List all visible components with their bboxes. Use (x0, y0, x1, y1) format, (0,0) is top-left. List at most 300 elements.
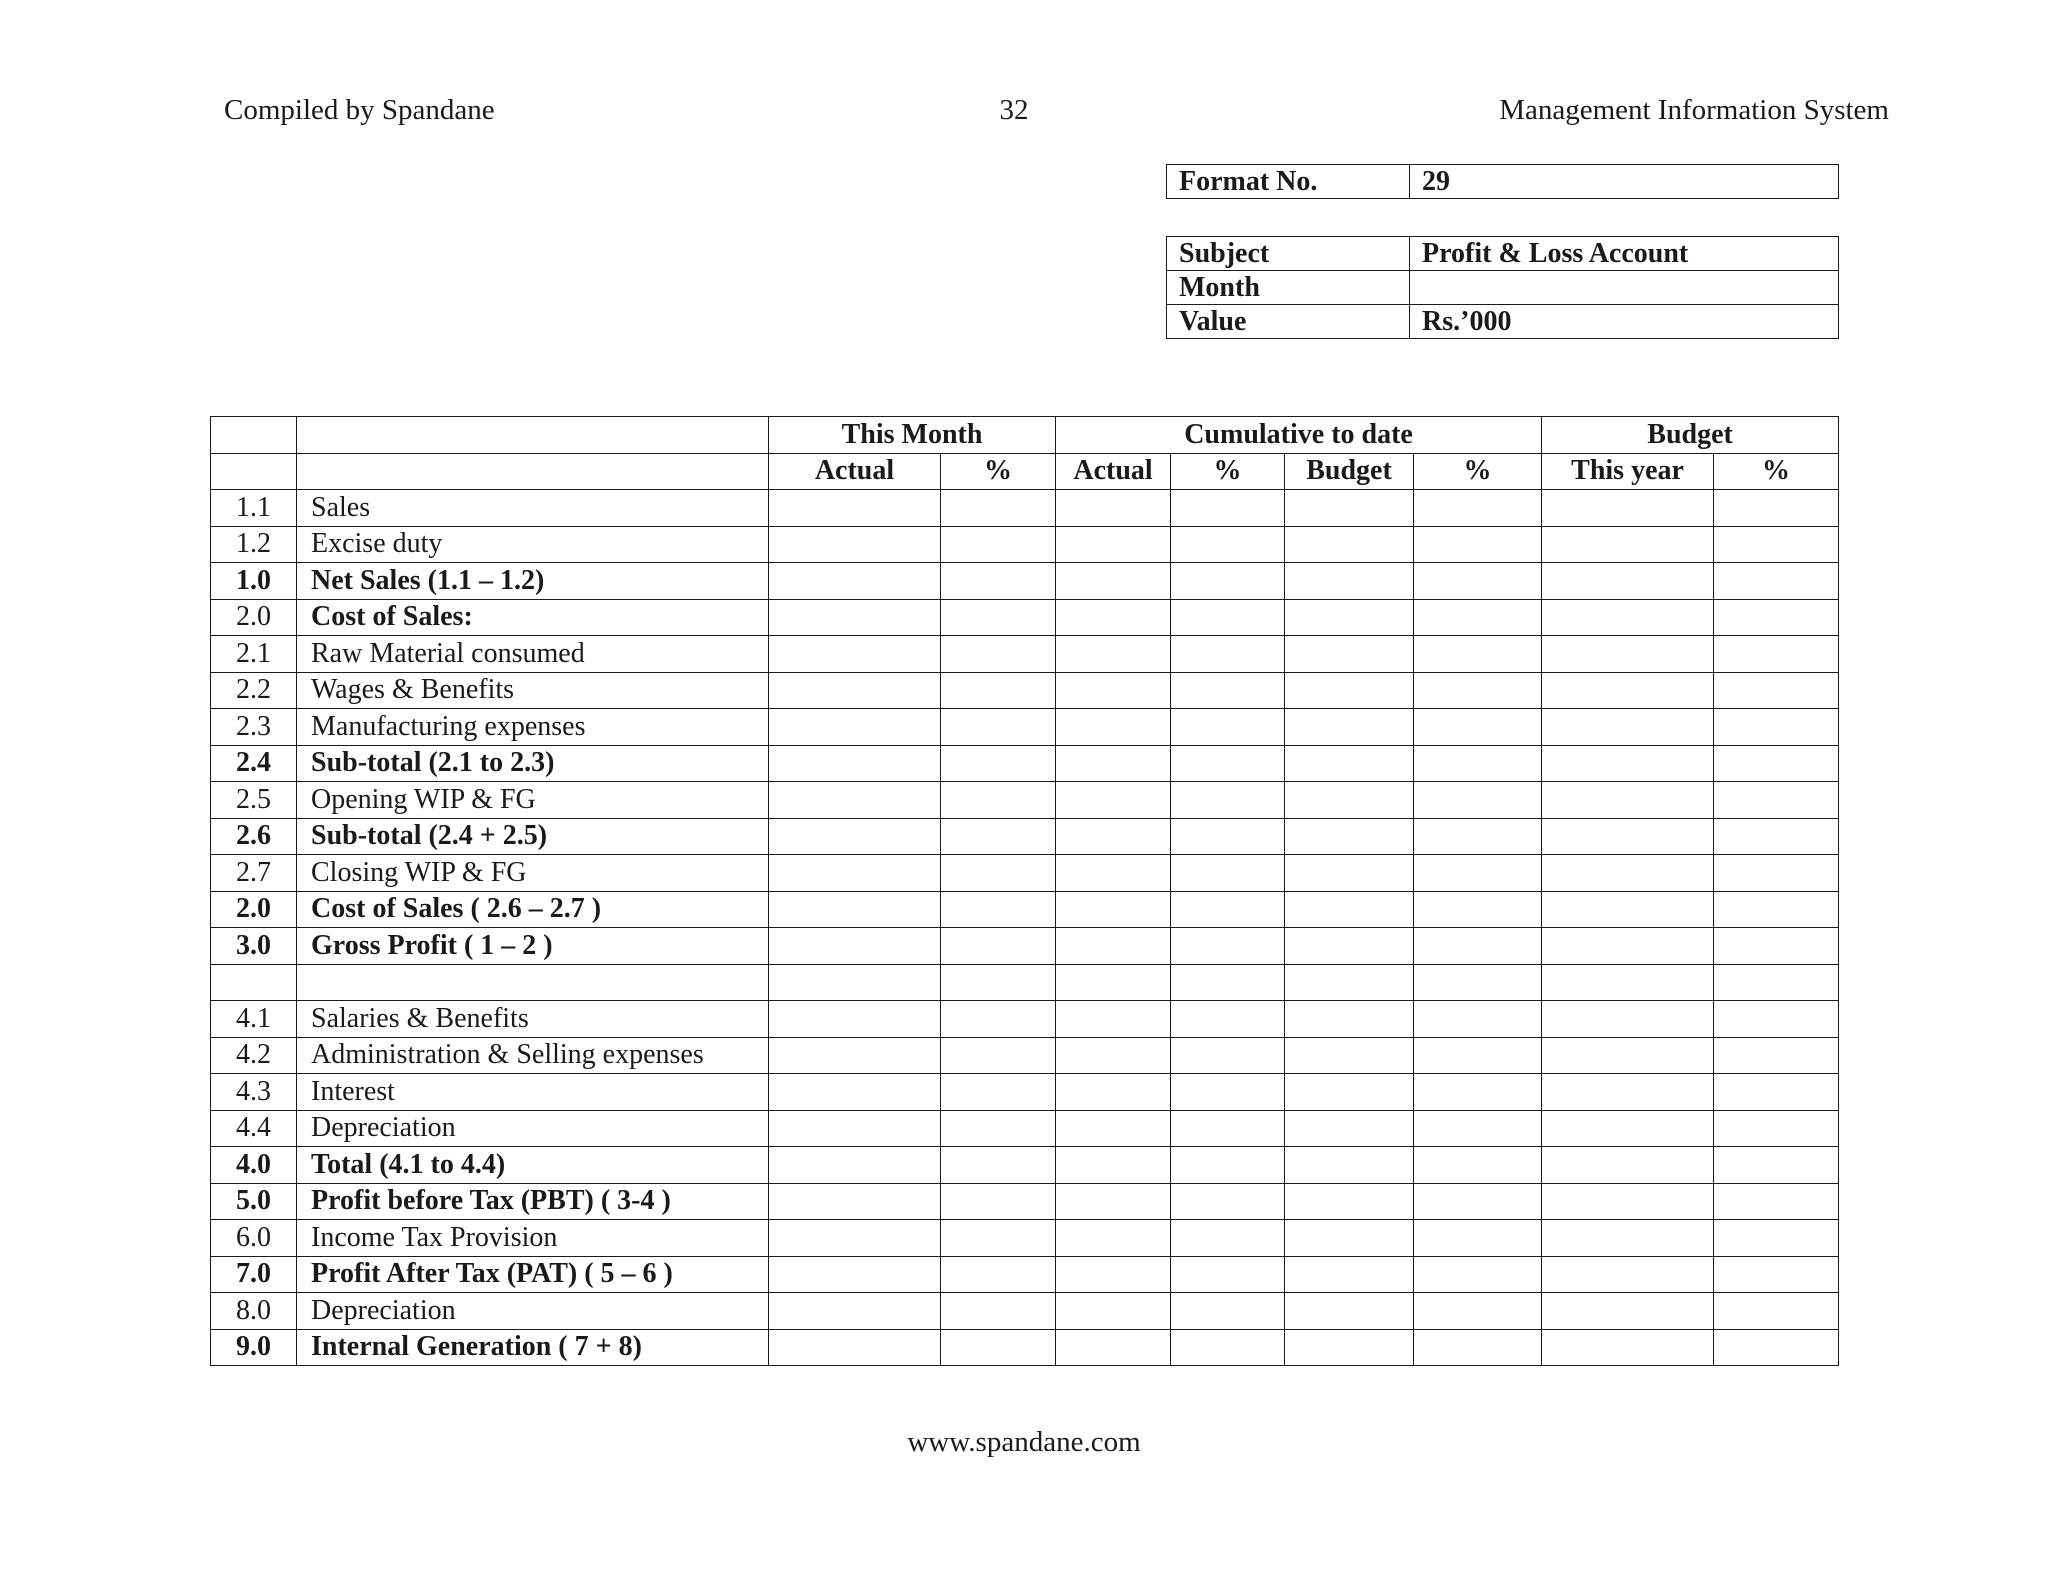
table-row (211, 964, 1839, 1001)
cell-this-month-actual (769, 1293, 941, 1330)
cell-budget-percent (1714, 1037, 1839, 1074)
cell-cumulative-actual-percent (1171, 1074, 1285, 1111)
cell-cumulative-actual-percent (1171, 636, 1285, 673)
cell-cumulative-budget (1285, 526, 1414, 563)
header-this-month: This Month (769, 417, 1056, 454)
meta-row-subject (1167, 237, 1839, 271)
row-label: Net Sales (1.1 – 1.2) (297, 563, 769, 600)
group-header-row (211, 417, 1839, 454)
cell-budget-percent (1714, 1256, 1839, 1293)
cell-cumulative-budget (1285, 928, 1414, 965)
cell-budget-percent (1714, 1147, 1839, 1184)
cell-budget-this-year (1542, 964, 1714, 1001)
row-number: 8.0 (211, 1293, 297, 1330)
cell-budget-this-year (1542, 1147, 1714, 1184)
cell-cumulative-actual-percent (1171, 891, 1285, 928)
table-row (211, 490, 1839, 527)
row-label: Total (4.1 to 4.4) (297, 1147, 769, 1184)
cell-cumulative-budget-percent (1414, 855, 1542, 892)
cell-budget-this-year (1542, 490, 1714, 527)
cell-this-month-percent (941, 964, 1056, 1001)
cell-cumulative-budget (1285, 855, 1414, 892)
cell-cumulative-actual-percent (1171, 709, 1285, 746)
cell-cumulative-budget (1285, 672, 1414, 709)
cell-cumulative-actual-percent (1171, 526, 1285, 563)
cell-budget-percent (1714, 855, 1839, 892)
cell-cumulative-actual-percent (1171, 1110, 1285, 1147)
cell-this-month-actual (769, 1256, 941, 1293)
table-row (211, 745, 1839, 782)
cell-cumulative-budget (1285, 636, 1414, 673)
cell-this-month-actual (769, 928, 941, 965)
cell-cumulative-budget-percent (1414, 1293, 1542, 1330)
cell-cumulative-budget-percent (1414, 599, 1542, 636)
cell-cumulative-budget-percent (1414, 490, 1542, 527)
meta-label-month: Month (1167, 271, 1410, 305)
cell-cumulative-actual-percent (1171, 1001, 1285, 1038)
table-row (211, 1147, 1839, 1184)
table-row (211, 1074, 1839, 1111)
row-number: 2.1 (211, 636, 297, 673)
cell-this-month-actual (769, 964, 941, 1001)
table-row (211, 599, 1839, 636)
table-row (211, 709, 1839, 746)
cell-this-month-actual (769, 599, 941, 636)
cell-this-month-percent (941, 599, 1056, 636)
cell-budget-this-year (1542, 672, 1714, 709)
cell-cumulative-actual-percent (1171, 745, 1285, 782)
cell-cumulative-actual-percent (1171, 1293, 1285, 1330)
page-number: 32 (999, 94, 1029, 126)
cell-this-month-percent (941, 891, 1056, 928)
cell-cumulative-actual-percent (1171, 1329, 1285, 1366)
header-cumulative-to-date: Cumulative to date (1056, 417, 1542, 454)
cell-cumulative-actual-percent (1171, 1183, 1285, 1220)
cell-this-month-actual (769, 1074, 941, 1111)
cell-cumulative-actual (1056, 928, 1171, 965)
cell-cumulative-actual (1056, 1220, 1171, 1257)
cell-cumulative-actual-percent (1171, 1256, 1285, 1293)
row-number: 4.4 (211, 1110, 297, 1147)
profit-loss-table (210, 416, 1839, 1366)
row-label: Sales (297, 490, 769, 527)
row-label: Gross Profit ( 1 – 2 ) (297, 928, 769, 965)
cell-budget-this-year (1542, 599, 1714, 636)
cell-this-month-actual (769, 745, 941, 782)
row-number: 2.0 (211, 891, 297, 928)
row-label: Profit before Tax (PBT) ( 3-4 ) (297, 1183, 769, 1220)
cell-budget-percent (1714, 818, 1839, 855)
cell-budget-percent (1714, 1293, 1839, 1330)
header-empty-no (211, 417, 297, 454)
format-value: 29 (1410, 165, 1839, 199)
table-row (211, 526, 1839, 563)
cell-this-month-percent (941, 1293, 1056, 1330)
cell-budget-this-year (1542, 1074, 1714, 1111)
row-number: 4.2 (211, 1037, 297, 1074)
cell-budget-this-year (1542, 1293, 1714, 1330)
row-number: 2.7 (211, 855, 297, 892)
cell-cumulative-actual-percent (1171, 490, 1285, 527)
table-row (211, 636, 1839, 673)
table-row (211, 1183, 1839, 1220)
row-number: 2.3 (211, 709, 297, 746)
row-label: Raw Material consumed (297, 636, 769, 673)
cell-budget-percent (1714, 964, 1839, 1001)
cell-budget-this-year (1542, 928, 1714, 965)
cell-budget-percent (1714, 709, 1839, 746)
cell-cumulative-budget (1285, 1256, 1414, 1293)
cell-cumulative-actual (1056, 1110, 1171, 1147)
table-row (211, 782, 1839, 819)
cell-cumulative-actual (1056, 891, 1171, 928)
cell-cumulative-budget (1285, 964, 1414, 1001)
row-number: 4.1 (211, 1001, 297, 1038)
cell-budget-this-year (1542, 1220, 1714, 1257)
cell-cumulative-actual-percent (1171, 563, 1285, 600)
cell-this-month-percent (941, 855, 1056, 892)
cell-budget-percent (1714, 782, 1839, 819)
table-row (211, 1329, 1839, 1366)
cell-this-month-percent (941, 1329, 1056, 1366)
cell-cumulative-budget-percent (1414, 964, 1542, 1001)
cell-cumulative-actual (1056, 1001, 1171, 1038)
row-number: 1.1 (211, 490, 297, 527)
row-number: 6.0 (211, 1220, 297, 1257)
cell-cumulative-budget (1285, 563, 1414, 600)
cell-budget-this-year (1542, 855, 1714, 892)
cell-cumulative-budget-percent (1414, 928, 1542, 965)
cell-this-month-percent (941, 672, 1056, 709)
row-label: Interest (297, 1074, 769, 1111)
cell-this-month-percent (941, 1037, 1056, 1074)
cell-cumulative-budget-percent (1414, 1074, 1542, 1111)
meta-value-month (1410, 271, 1839, 305)
cell-this-month-percent (941, 1001, 1056, 1038)
cell-this-month-actual (769, 855, 941, 892)
row-label: Excise duty (297, 526, 769, 563)
meta-label-value: Value (1167, 305, 1410, 339)
cell-cumulative-actual-percent (1171, 855, 1285, 892)
cell-cumulative-budget-percent (1414, 636, 1542, 673)
cell-budget-this-year (1542, 745, 1714, 782)
cell-cumulative-actual (1056, 636, 1171, 673)
row-label: Profit After Tax (PAT) ( 5 – 6 ) (297, 1256, 769, 1293)
cell-budget-this-year (1542, 526, 1714, 563)
cell-cumulative-actual-percent (1171, 672, 1285, 709)
cell-cumulative-actual (1056, 1147, 1171, 1184)
cell-budget-percent (1714, 1183, 1839, 1220)
row-number: 5.0 (211, 1183, 297, 1220)
cell-cumulative-actual-percent (1171, 1037, 1285, 1074)
row-label: Opening WIP & FG (297, 782, 769, 819)
cell-budget-percent (1714, 526, 1839, 563)
row-label: Depreciation (297, 1110, 769, 1147)
row-number (211, 964, 297, 1001)
cell-this-month-actual (769, 490, 941, 527)
cell-this-month-percent (941, 818, 1056, 855)
cell-budget-this-year (1542, 782, 1714, 819)
cell-this-month-percent (941, 928, 1056, 965)
cell-this-month-percent (941, 490, 1056, 527)
table-row (211, 855, 1839, 892)
table-row (211, 1001, 1839, 1038)
cell-this-month-percent (941, 1074, 1056, 1111)
table-row (211, 563, 1839, 600)
cell-budget-percent (1714, 928, 1839, 965)
subheader-cumulative-budget: Budget (1285, 453, 1414, 490)
format-number-table (1166, 164, 1839, 199)
cell-this-month-percent (941, 1110, 1056, 1147)
cell-this-month-percent (941, 1147, 1056, 1184)
cell-cumulative-actual-percent (1171, 818, 1285, 855)
cell-this-month-percent (941, 1183, 1056, 1220)
cell-this-month-actual (769, 1329, 941, 1366)
cell-budget-percent (1714, 1110, 1839, 1147)
table-row (211, 1293, 1839, 1330)
cell-this-month-actual (769, 1037, 941, 1074)
row-number: 3.0 (211, 928, 297, 965)
cell-cumulative-actual (1056, 672, 1171, 709)
cell-this-month-actual (769, 1183, 941, 1220)
cell-cumulative-budget-percent (1414, 1329, 1542, 1366)
cell-this-month-percent (941, 563, 1056, 600)
cell-budget-percent (1714, 1220, 1839, 1257)
cell-cumulative-budget (1285, 709, 1414, 746)
cell-cumulative-budget-percent (1414, 891, 1542, 928)
cell-budget-this-year (1542, 709, 1714, 746)
cell-cumulative-budget-percent (1414, 782, 1542, 819)
row-number: 2.6 (211, 818, 297, 855)
cell-cumulative-actual (1056, 1183, 1171, 1220)
cell-this-month-actual (769, 1110, 941, 1147)
subheader-empty-label (297, 453, 769, 490)
table-row (211, 1037, 1839, 1074)
cell-this-month-actual (769, 891, 941, 928)
cell-cumulative-budget (1285, 599, 1414, 636)
cell-cumulative-budget (1285, 745, 1414, 782)
cell-budget-percent (1714, 891, 1839, 928)
cell-this-month-actual (769, 1220, 941, 1257)
table-row (211, 1220, 1839, 1257)
row-label: Sub-total (2.4 + 2.5) (297, 818, 769, 855)
cell-cumulative-actual (1056, 526, 1171, 563)
cell-cumulative-budget-percent (1414, 1256, 1542, 1293)
cell-cumulative-actual (1056, 1037, 1171, 1074)
meta-row-month (1167, 271, 1839, 305)
cell-this-month-percent (941, 745, 1056, 782)
cell-this-month-actual (769, 709, 941, 746)
cell-cumulative-actual (1056, 1074, 1171, 1111)
cell-cumulative-budget (1285, 1220, 1414, 1257)
cell-cumulative-actual (1056, 599, 1171, 636)
table-row (211, 818, 1839, 855)
report-meta-table (1166, 236, 1839, 339)
cell-cumulative-actual (1056, 745, 1171, 782)
meta-row-value (1167, 305, 1839, 339)
profit-loss-body (211, 490, 1839, 1366)
cell-budget-percent (1714, 1001, 1839, 1038)
row-number: 2.5 (211, 782, 297, 819)
subheader-budget-percent: % (1714, 453, 1839, 490)
footer-website: www.spandane.com (907, 1426, 1141, 1458)
cell-cumulative-budget-percent (1414, 709, 1542, 746)
cell-cumulative-budget (1285, 782, 1414, 819)
cell-budget-this-year (1542, 818, 1714, 855)
row-number: 7.0 (211, 1256, 297, 1293)
cell-this-month-actual (769, 1147, 941, 1184)
row-number: 2.4 (211, 745, 297, 782)
cell-this-month-percent (941, 1220, 1056, 1257)
cell-cumulative-actual (1056, 563, 1171, 600)
cell-cumulative-actual (1056, 490, 1171, 527)
cell-cumulative-budget (1285, 818, 1414, 855)
row-label: Closing WIP & FG (297, 855, 769, 892)
cell-this-month-actual (769, 782, 941, 819)
meta-value-value: Rs.’000 (1410, 305, 1839, 339)
cell-cumulative-actual-percent (1171, 782, 1285, 819)
row-label: Sub-total (2.1 to 2.3) (297, 745, 769, 782)
cell-budget-this-year (1542, 636, 1714, 673)
cell-this-month-percent (941, 526, 1056, 563)
cell-budget-this-year (1542, 1110, 1714, 1147)
subheader-budget-this-year: This year (1542, 453, 1714, 490)
cell-budget-percent (1714, 563, 1839, 600)
cell-cumulative-budget-percent (1414, 1147, 1542, 1184)
cell-budget-this-year (1542, 1256, 1714, 1293)
cell-budget-percent (1714, 1329, 1839, 1366)
row-label: Income Tax Provision (297, 1220, 769, 1257)
cell-cumulative-budget (1285, 1329, 1414, 1366)
table-row (211, 891, 1839, 928)
cell-cumulative-budget-percent (1414, 672, 1542, 709)
subheader-empty-no (211, 453, 297, 490)
row-label: Wages & Benefits (297, 672, 769, 709)
cell-cumulative-actual (1056, 855, 1171, 892)
cell-budget-percent (1714, 1074, 1839, 1111)
cell-this-month-percent (941, 1256, 1056, 1293)
cell-cumulative-budget (1285, 1293, 1414, 1330)
meta-label-subject: Subject (1167, 237, 1410, 271)
cell-cumulative-budget-percent (1414, 1110, 1542, 1147)
subheader-this-month-actual: Actual (769, 453, 941, 490)
cell-cumulative-budget (1285, 891, 1414, 928)
cell-budget-this-year (1542, 1037, 1714, 1074)
row-label: Salaries & Benefits (297, 1001, 769, 1038)
cell-cumulative-budget (1285, 1147, 1414, 1184)
row-number: 2.0 (211, 599, 297, 636)
cell-budget-percent (1714, 672, 1839, 709)
cell-cumulative-budget-percent (1414, 1037, 1542, 1074)
cell-cumulative-budget-percent (1414, 1183, 1542, 1220)
row-label: Depreciation (297, 1293, 769, 1330)
cell-cumulative-budget-percent (1414, 1001, 1542, 1038)
header-document-title: Management Information System (1499, 94, 1889, 126)
cell-budget-percent (1714, 490, 1839, 527)
cell-budget-this-year (1542, 1329, 1714, 1366)
format-label: Format No. (1167, 165, 1410, 199)
cell-cumulative-budget (1285, 490, 1414, 527)
cell-cumulative-actual-percent (1171, 599, 1285, 636)
table-row (211, 1256, 1839, 1293)
cell-this-month-percent (941, 709, 1056, 746)
subheader-cumulative-actual: Actual (1056, 453, 1171, 490)
cell-cumulative-budget (1285, 1074, 1414, 1111)
cell-this-month-actual (769, 1001, 941, 1038)
cell-cumulative-budget (1285, 1110, 1414, 1147)
header-compiled-by: Compiled by Spandane (224, 94, 495, 126)
header-empty-label (297, 417, 769, 454)
cell-cumulative-budget (1285, 1037, 1414, 1074)
cell-this-month-actual (769, 636, 941, 673)
cell-cumulative-actual-percent (1171, 928, 1285, 965)
cell-cumulative-budget-percent (1414, 745, 1542, 782)
subheader-cumulative-budget-percent: % (1414, 453, 1542, 490)
table-row (211, 1110, 1839, 1147)
row-number: 4.3 (211, 1074, 297, 1111)
row-number: 1.2 (211, 526, 297, 563)
cell-budget-percent (1714, 599, 1839, 636)
row-label: Internal Generation ( 7 + 8) (297, 1329, 769, 1366)
row-label: Cost of Sales ( 2.6 – 2.7 ) (297, 891, 769, 928)
row-label: Administration & Selling expenses (297, 1037, 769, 1074)
subheader-this-month-percent: % (941, 453, 1056, 490)
cell-cumulative-budget (1285, 1183, 1414, 1220)
cell-cumulative-actual (1056, 1256, 1171, 1293)
cell-budget-this-year (1542, 891, 1714, 928)
cell-cumulative-actual (1056, 818, 1171, 855)
cell-budget-this-year (1542, 563, 1714, 600)
cell-cumulative-actual (1056, 782, 1171, 819)
cell-budget-percent (1714, 636, 1839, 673)
cell-cumulative-actual (1056, 709, 1171, 746)
row-number: 9.0 (211, 1329, 297, 1366)
header-budget: Budget (1542, 417, 1839, 454)
cell-budget-percent (1714, 745, 1839, 782)
cell-cumulative-budget (1285, 1001, 1414, 1038)
cell-this-month-actual (769, 672, 941, 709)
cell-this-month-actual (769, 563, 941, 600)
table-row (211, 672, 1839, 709)
cell-budget-this-year (1542, 1001, 1714, 1038)
cell-cumulative-actual (1056, 1329, 1171, 1366)
table-row (211, 928, 1839, 965)
cell-this-month-actual (769, 526, 941, 563)
cell-this-month-percent (941, 636, 1056, 673)
cell-cumulative-actual-percent (1171, 964, 1285, 1001)
cell-cumulative-actual-percent (1171, 1220, 1285, 1257)
row-label: Manufacturing expenses (297, 709, 769, 746)
subheader-cumulative-actual-percent: % (1171, 453, 1285, 490)
row-label (297, 964, 769, 1001)
cell-cumulative-actual-percent (1171, 1147, 1285, 1184)
row-label: Cost of Sales: (297, 599, 769, 636)
row-number: 1.0 (211, 563, 297, 600)
row-number: 4.0 (211, 1147, 297, 1184)
cell-this-month-actual (769, 818, 941, 855)
cell-cumulative-budget-percent (1414, 563, 1542, 600)
format-row (1167, 165, 1839, 199)
cell-cumulative-actual (1056, 964, 1171, 1001)
cell-cumulative-budget-percent (1414, 526, 1542, 563)
cell-cumulative-budget-percent (1414, 1220, 1542, 1257)
cell-this-month-percent (941, 782, 1056, 819)
row-number: 2.2 (211, 672, 297, 709)
sub-header-row (211, 453, 1839, 490)
cell-budget-this-year (1542, 1183, 1714, 1220)
meta-value-subject: Profit & Loss Account (1410, 237, 1839, 271)
cell-cumulative-budget-percent (1414, 818, 1542, 855)
